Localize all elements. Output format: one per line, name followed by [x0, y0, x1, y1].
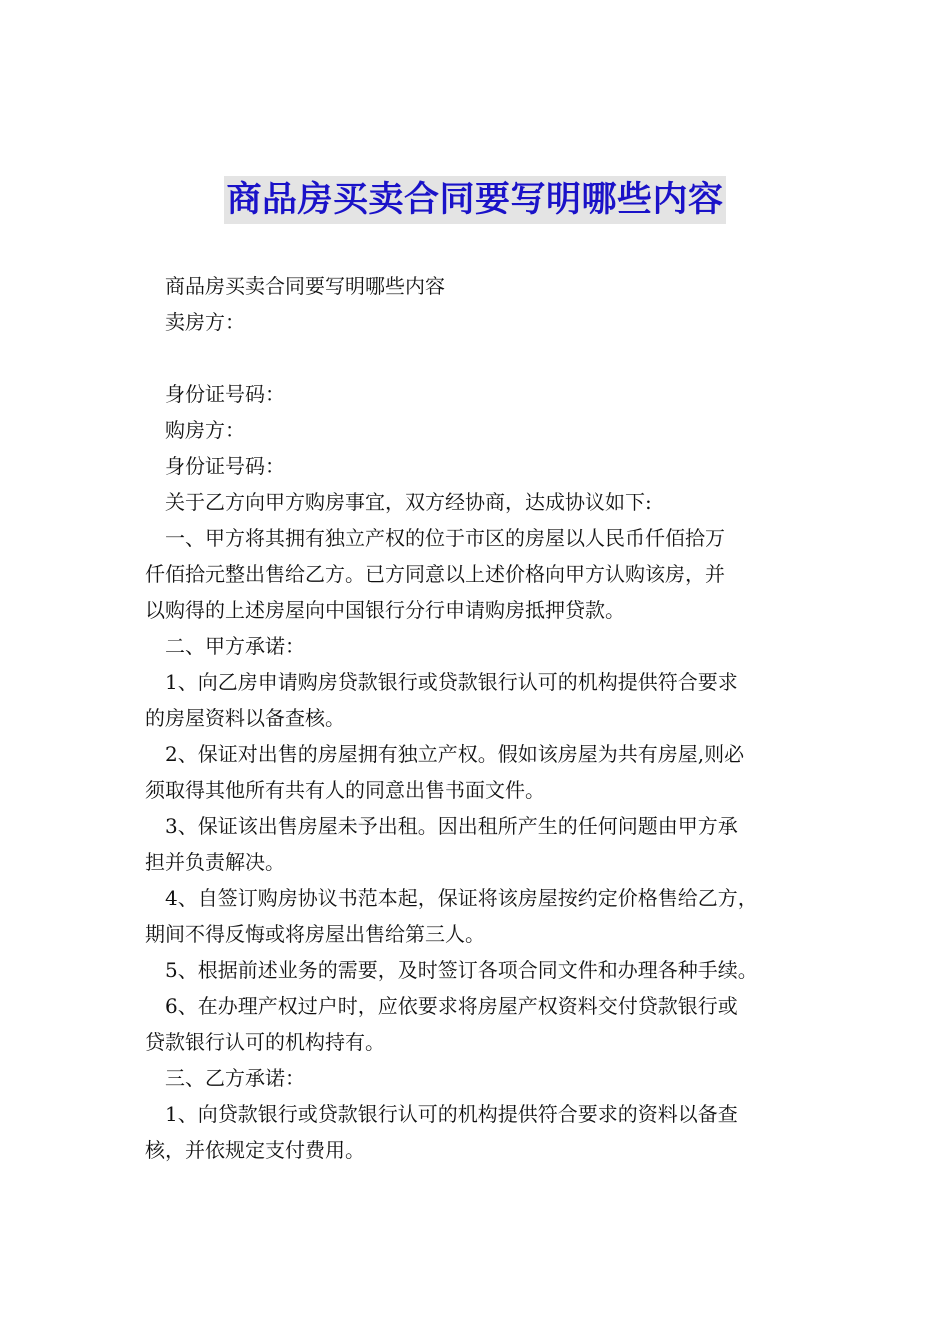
paragraph-line: 以购得的上述房屋向中国银行分行申请购房抵押贷款。	[145, 598, 625, 622]
paragraph-p12	[145, 952, 815, 988]
paragraph-line: 二、甲方承诺：	[165, 634, 305, 658]
paragraph-p6	[145, 520, 815, 628]
paragraph-line: 期间不得反悔或将房屋出售给第三人。	[145, 922, 485, 946]
paragraph-p7	[145, 628, 815, 664]
paragraph-line: 一、甲方将其拥有独立产权的位于市区的房屋以人民币仟佰拾万	[165, 526, 725, 550]
paragraph-p5	[145, 484, 815, 520]
paragraph-line: 1、向乙房申请购房贷款银行或贷款银行认可的机构提供符合要求	[165, 670, 738, 694]
title-container	[0, 176, 950, 224]
paragraph-line: 6、在办理产权过户时，应依要求将房屋产权资料交付贷款银行或	[165, 994, 738, 1018]
paragraph-line: 核，并依规定支付费用。	[145, 1138, 365, 1162]
paragraph-line: 须取得其他所有共有人的同意出售书面文件。	[145, 778, 545, 802]
paragraph-p3	[145, 412, 815, 448]
paragraph-line: 身份证号码：	[165, 454, 285, 478]
paragraph-p4	[145, 448, 815, 484]
paragraph-line: 贷款银行认可的机构持有。	[145, 1030, 385, 1054]
paragraph-line: 担并负责解决。	[145, 850, 285, 874]
paragraph-p0	[145, 268, 815, 304]
paragraph-line: 购房方：	[165, 418, 245, 442]
paragraph-line: 的房屋资料以备查核。	[145, 706, 345, 730]
paragraph-p13	[145, 988, 815, 1060]
paragraph-p10	[145, 808, 815, 880]
paragraph-p2	[145, 376, 815, 412]
paragraph-line: 身份证号码：	[165, 382, 285, 406]
paragraph-p15	[145, 1096, 815, 1168]
paragraph-p9	[145, 736, 815, 808]
paragraph-line: 4、自签订购房协议书范本起，保证将该房屋按约定价格售给乙方，	[165, 886, 758, 910]
paragraph-p11	[145, 880, 815, 952]
document-body	[145, 268, 815, 1168]
paragraph-line: 卖房方：	[165, 310, 245, 334]
paragraph-line: 2、保证对出售的房屋拥有独立产权。假如该房屋为共有房屋,则必	[165, 742, 745, 766]
paragraph-line: 3、保证该出售房屋未予出租。因出租所产生的任何问题由甲方承	[165, 814, 738, 838]
paragraph-p1	[145, 304, 815, 340]
paragraph-line: 仟佰拾元整出售给乙方。已方同意以上述价格向甲方认购该房，并	[145, 562, 725, 586]
paragraph-line: 关于乙方向甲方购房事宜，双方经协商，达成协议如下:	[165, 490, 652, 514]
paragraph-line: 三、乙方承诺：	[165, 1066, 305, 1090]
paragraph-p14	[145, 1060, 815, 1096]
paragraph-line: 1、向贷款银行或贷款银行认可的机构提供符合要求的资料以备查	[165, 1102, 738, 1126]
paragraph-p8	[145, 664, 815, 736]
paragraph-line: 5、根据前述业务的需要，及时签订各项合同文件和办理各种手续。	[165, 958, 758, 982]
document-title: 商品房买卖合同要写明哪些内容	[224, 176, 725, 224]
paragraph-line: 商品房买卖合同要写明哪些内容	[165, 274, 445, 298]
